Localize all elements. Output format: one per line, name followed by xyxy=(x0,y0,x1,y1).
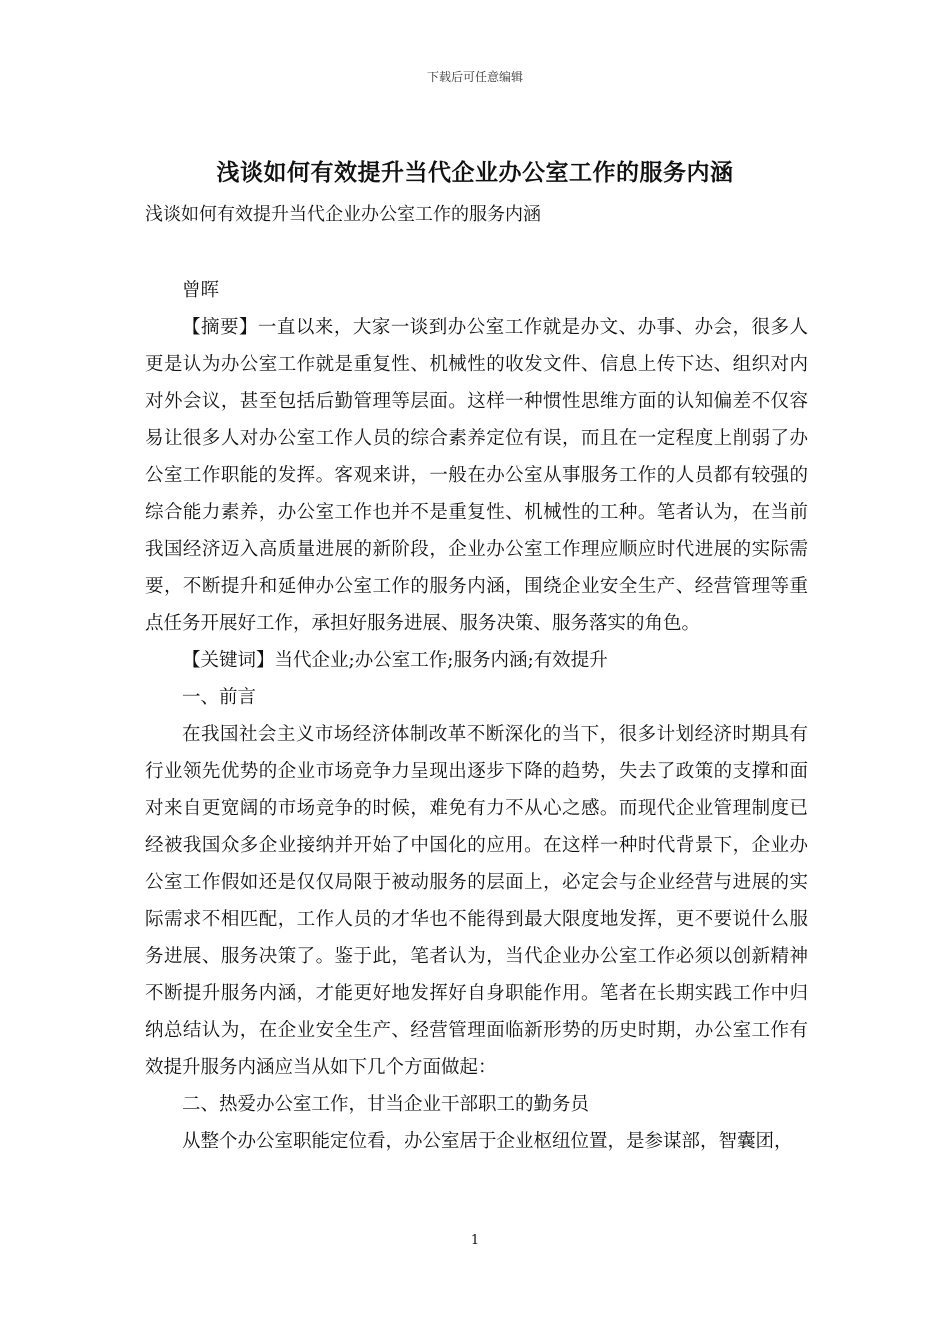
author-name: 曾晖 xyxy=(182,280,220,301)
document-body xyxy=(145,272,808,1160)
document-title: 浅谈如何有效提升当代企业办公室工作的服务内涵 xyxy=(216,159,734,186)
document-subtitle: 浅谈如何有效提升当代企业办公室工作的服务内涵 xyxy=(145,204,541,225)
section-heading-2: 二、热爱办公室工作，甘当企业干部职工的勤务员 xyxy=(182,1094,590,1115)
section-paragraph-2: 从整个办公室职能定位看，办公室居于企业枢纽位置，是参谋部，智囊团， xyxy=(182,1131,793,1152)
keywords-line: 【关键词】当代企业;办公室工作;服务内涵;有效提升 xyxy=(182,650,608,671)
section-heading-1: 一、前言 xyxy=(182,687,257,708)
section-paragraph-1: 在我国社会主义市场经济体制改革不断深化的当下，很多计划经济时期具有行业领先优势的企业市场竞争力呈现出逐步下降的趋势，失去了政策的支撑和面对来自更宽阔的市场竞争的时候，难免有力不从心之感。而现代企业管理制度已经被我国众多企业接纳并开始了中国化的应用。在这样一种时代背景下，企业办公室工作假如还是仅仅局限于被动服务的层面上，必定会与企业经营与进展的实际需求不相匹配，工作人员的才华也不能得到最大限度地发挥，更不要说什么服务进展、服务决策了。鉴于此，笔者认为，当代企业办公室工作必须以创新精神不断提升服务内涵，才能更好地发挥好自身职能作用。笔者在长期实践工作中归纳总结认为，在企业安全生产、经营管理面临新形势的历史时期，办公室工作有效提升服务内涵应当从如下几个方面做起： xyxy=(145,724,808,1078)
abstract-paragraph: 【摘要】一直以来，大家一谈到办公室工作就是办文、办事、办会，很多人更是认为办公室工作就是重复性、机械性的收发文件、信息上传下达、组织对内对外会议，甚至包括后勤管理等层面。这样一种惯性思维方面的认知偏差不仅容易让很多人对办公室工作人员的综合素养定位有误，而且在一定程度上削弱了办公室工作职能的发挥。客观来讲，一般在办公室从事服务工作的人员都有较强的综合能力素养，办公室工作也并不是重复性、机械性的工种。笔者认为，在当前我国经济迈入高质量进展的新阶段，企业办公室工作理应顺应时代进展的实际需要，不断提升和延伸办公室工作的服务内涵，围绕企业安全生产、经营管理等重点任务开展好工作，承担好服务进展、服务决策、服务落实的角色。 xyxy=(145,317,808,634)
page-number: 1 xyxy=(470,1233,480,1248)
page-header: 下载后可任意编辑 xyxy=(426,70,523,84)
